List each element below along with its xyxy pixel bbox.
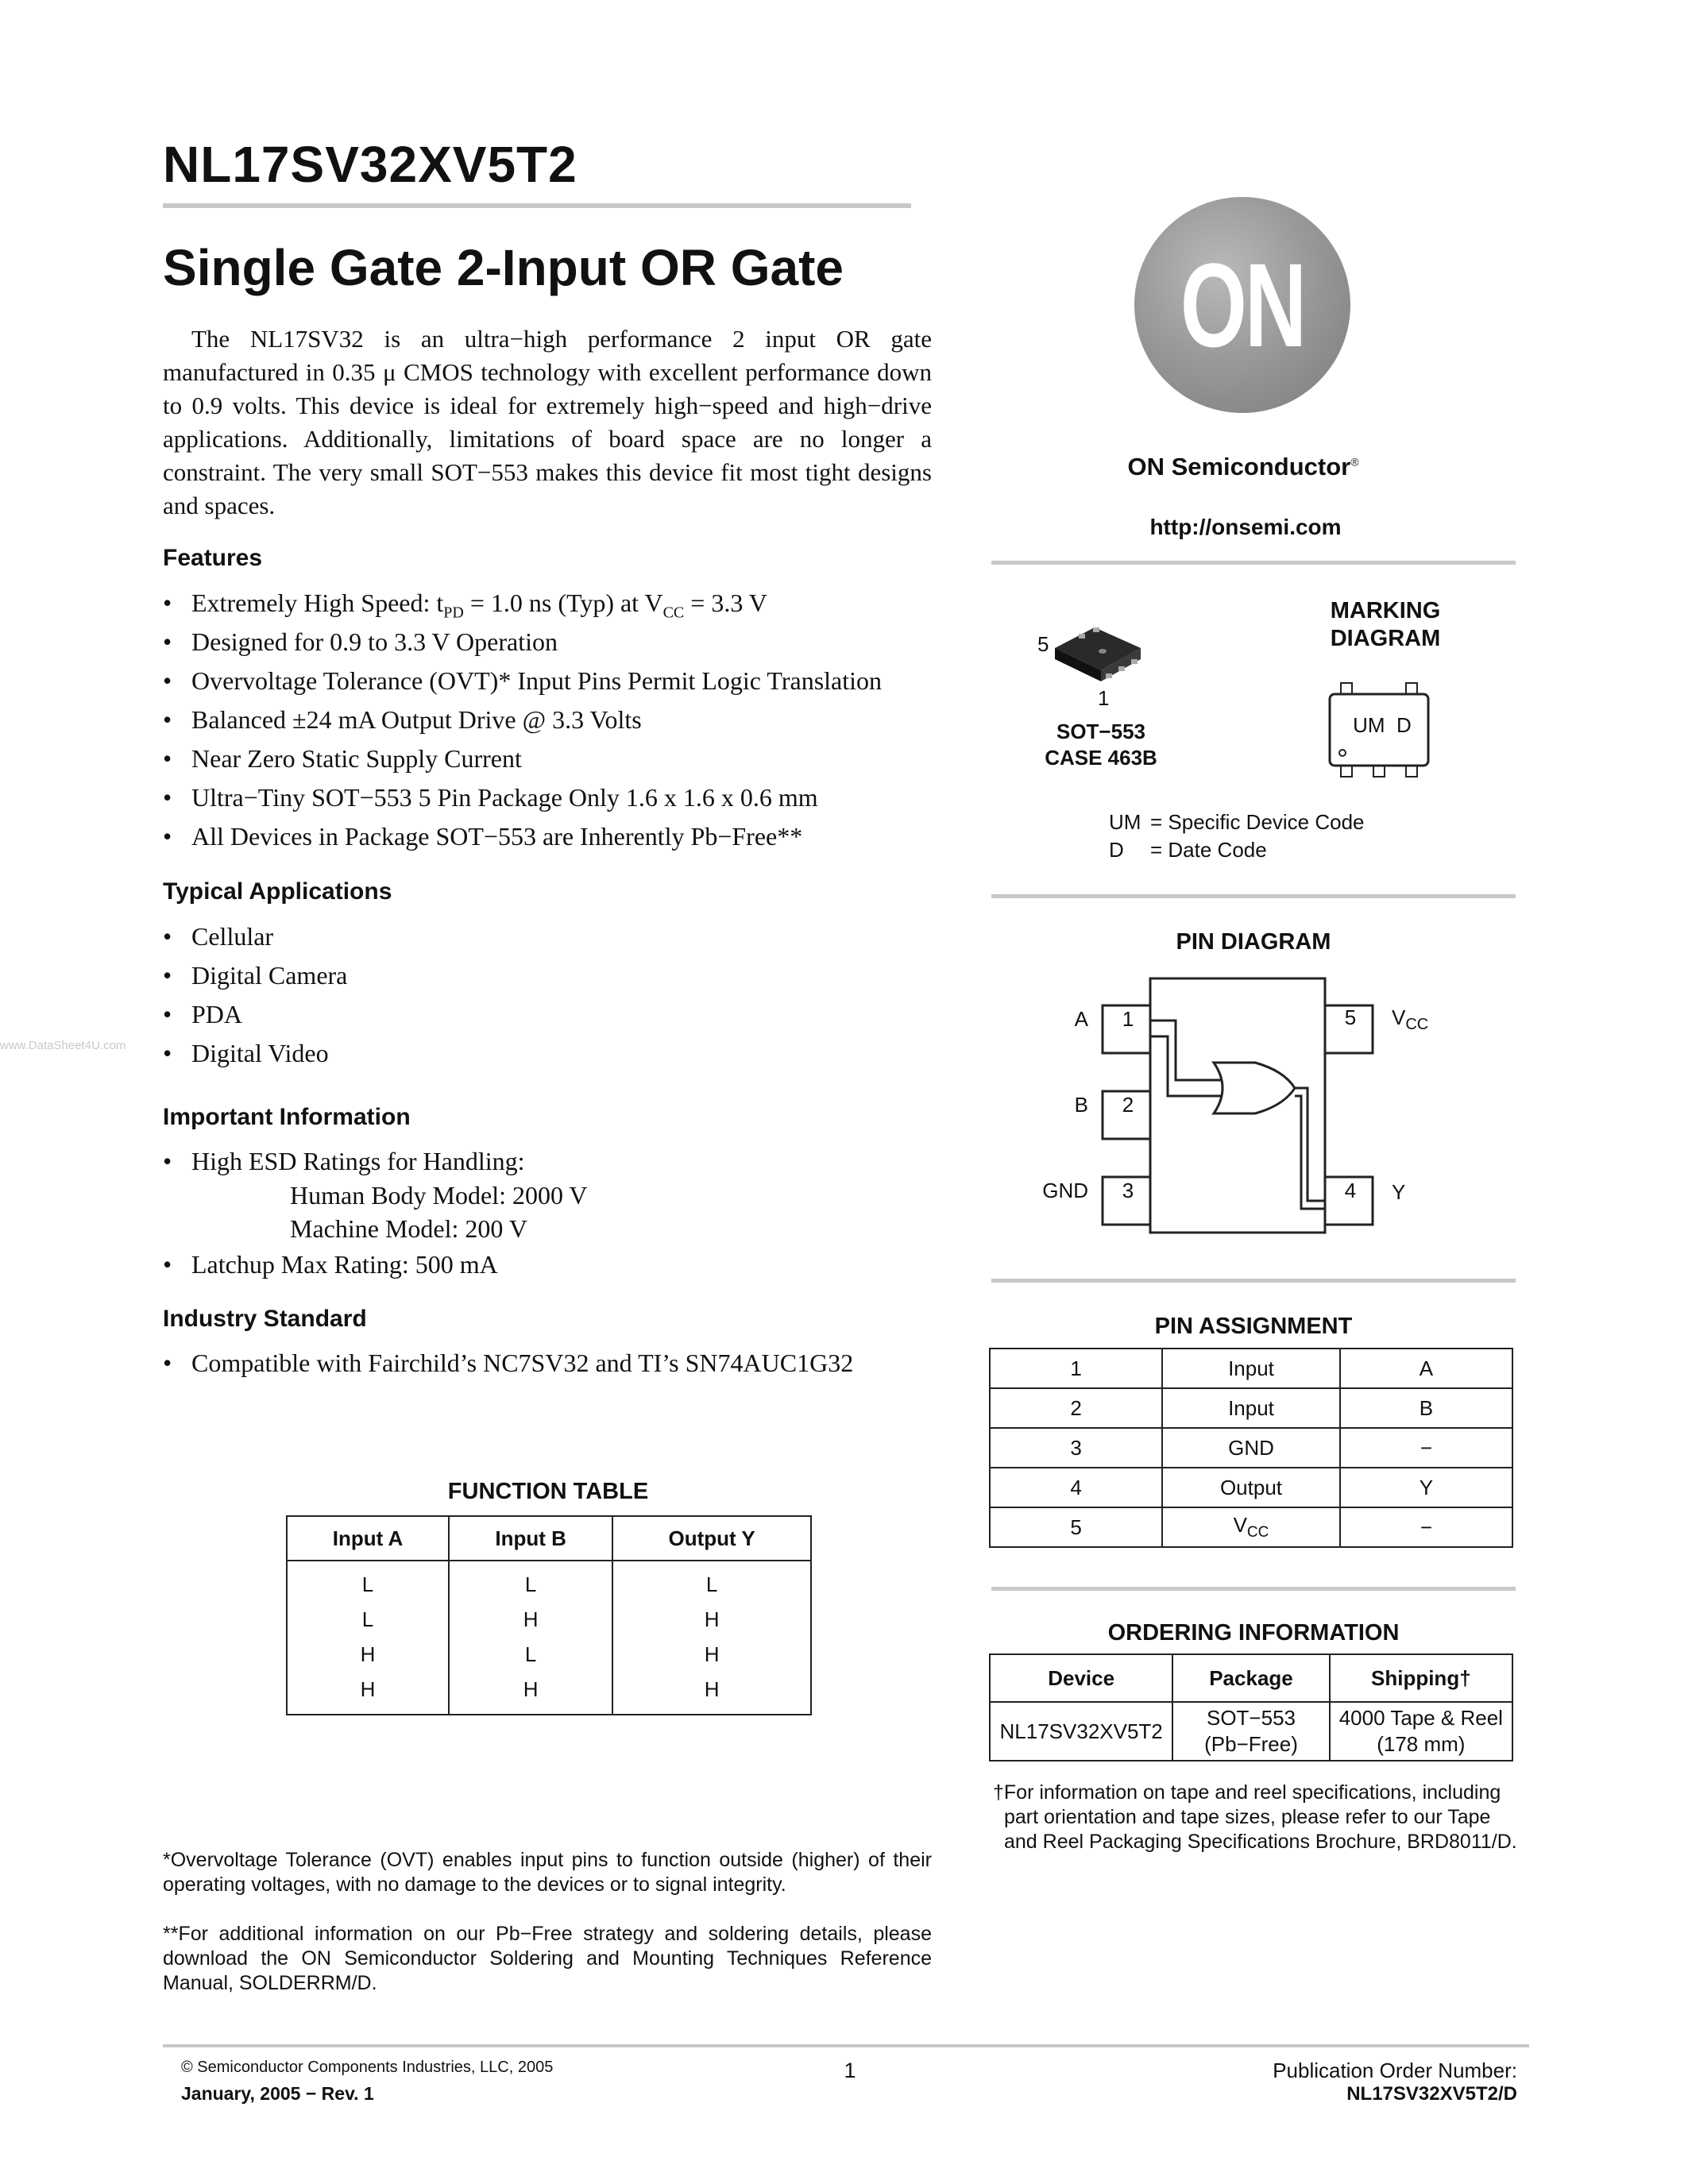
table-header-row xyxy=(990,1654,1512,1702)
pbfree-footnote: **For additional information on our Pb−Free strategy and soldering details, please download the ON Semiconductor Soldering and Mounting Techniques Reference Manual, SOLDERRM/D. xyxy=(163,1923,932,1994)
features-list xyxy=(163,584,882,856)
pin-label-a: A xyxy=(1074,1007,1088,1031)
table-cell: 5 xyxy=(990,1507,1162,1547)
table-row xyxy=(990,1702,1512,1761)
pin-diagram-heading: PIN DIAGRAM xyxy=(1176,929,1331,955)
table-cell: SOT−553 (Pb−Free) xyxy=(1172,1702,1329,1761)
table-cell: Input xyxy=(1162,1349,1340,1388)
pin-4-number: 4 xyxy=(1344,1179,1357,1202)
pin-2-number: 2 xyxy=(1122,1093,1134,1117)
table-row xyxy=(990,1349,1512,1388)
pin-assignment-heading: PIN ASSIGNMENT xyxy=(1154,1314,1353,1339)
table-cell: 1 xyxy=(990,1349,1162,1388)
logo-lettering: ON xyxy=(1180,238,1305,372)
document-title: Single Gate 2-Input OR Gate xyxy=(163,239,844,296)
package-pin1-label: 1 xyxy=(1098,686,1110,710)
table-cell: H xyxy=(612,1637,811,1672)
table-cell: − xyxy=(1340,1428,1512,1468)
list-item-sub: Human Body Model: 2000 V xyxy=(290,1181,588,1210)
footer-rule xyxy=(163,2044,1529,2047)
list-item: • Digital Camera xyxy=(163,961,348,990)
company-name: ON Semiconductor® xyxy=(1127,453,1359,480)
features-heading: Features xyxy=(163,545,263,571)
pin-label-vcc: $V_{CC}$ xyxy=(1392,1005,1429,1034)
website-link[interactable]: http://onsemi.com xyxy=(1149,515,1342,539)
table-cell: − xyxy=(1340,1507,1512,1547)
publication-number: NL17SV32XV5T2/D xyxy=(1346,2083,1517,2105)
table-header: Package xyxy=(1172,1654,1329,1702)
divider xyxy=(991,561,1516,565)
table-cell: 2 xyxy=(990,1388,1162,1428)
list-item: • Compatible with Fairchild’s NC7SV32 and TI’s SN74AUC1G32 xyxy=(163,1349,854,1377)
marking-legend: UM = Specific Device Code D = Date Code xyxy=(1109,810,1365,862)
pin-label-b: B xyxy=(1074,1093,1088,1117)
table-row xyxy=(990,1428,1512,1468)
marking-heading: MARKING DIAGRAM xyxy=(1330,598,1441,651)
applications-heading: Typical Applications xyxy=(163,878,392,905)
marking-code: UM D xyxy=(1353,713,1412,737)
table-cell: H xyxy=(612,1672,811,1715)
ordering-table xyxy=(989,1653,1513,1761)
table-header-row xyxy=(287,1516,811,1561)
package-case-label: SOT−553 CASE 463B xyxy=(1045,720,1157,770)
table-cell: 4 xyxy=(990,1468,1162,1507)
table-header: Device xyxy=(990,1654,1172,1702)
title-rule xyxy=(163,203,911,208)
table-cell: GND xyxy=(1162,1428,1340,1468)
list-item: • Overvoltage Tolerance (OVT)* Input Pins Permit Logic Translation xyxy=(163,666,883,695)
table-cell: L xyxy=(287,1561,449,1602)
copyright: © Semiconductor Components Industries, LLC, 2005 xyxy=(181,2059,554,2076)
table-cell: Input xyxy=(1162,1388,1340,1428)
on-logo xyxy=(1134,197,1350,413)
package-pin5-label: 5 xyxy=(1037,632,1049,656)
table-row xyxy=(990,1388,1512,1428)
watermark: www.DataSheet4U.com xyxy=(0,1039,126,1052)
table-row xyxy=(287,1637,811,1672)
table-cell: H xyxy=(287,1637,449,1672)
table-cell: 3 xyxy=(990,1428,1162,1468)
intro-paragraph: The NL17SV32 is an ultra−high performance 2 input OR gate manufactured in 0.35 μ CMOS technology with excellent performance down to 0.9 volts. This device is ideal for extremely high−speed and high−drive applications. Additionally, limitations of board space are no longer a constraint. The very small SOT−553 makes this device fit most tight designs and spaces. xyxy=(163,325,932,519)
list-item-sub: Machine Model: 200 V xyxy=(290,1214,527,1243)
list-item: • Near Zero Static Supply Current xyxy=(163,744,522,773)
table-cell: NL17SV32XV5T2 xyxy=(990,1702,1172,1761)
ordering-heading: ORDERING INFORMATION xyxy=(1107,1620,1400,1646)
pin-1-number: 1 xyxy=(1122,1007,1134,1031)
important-list xyxy=(163,1144,588,1284)
table-row xyxy=(287,1561,811,1602)
list-item: • High ESD Ratings for Handling: xyxy=(163,1147,525,1175)
table-cell: L xyxy=(449,1637,612,1672)
list-item: • Extremely High Speed: $t_{PD} = 1.0$ ns (Typ) at $V_{CC} = 3.3$ V xyxy=(163,588,767,622)
divider xyxy=(991,1587,1516,1591)
pin-3-number: 3 xyxy=(1122,1179,1134,1202)
pin-assignment-table xyxy=(989,1348,1513,1548)
list-item: • Designed for 0.9 to 3.3 V Operation xyxy=(163,627,558,656)
table-header: Input A xyxy=(287,1516,449,1561)
table-header: Shipping† xyxy=(1330,1654,1512,1702)
table-cell: H xyxy=(287,1672,449,1715)
divider xyxy=(991,894,1516,898)
table-cell: H xyxy=(612,1602,811,1637)
table-cell: L xyxy=(449,1561,612,1602)
table-cell: 4000 Tape & Reel (178 mm) xyxy=(1330,1702,1512,1761)
table-cell: H xyxy=(449,1672,612,1715)
table-cell: Output xyxy=(1162,1468,1340,1507)
table-header: Output Y xyxy=(612,1516,811,1561)
table-row xyxy=(990,1507,1512,1547)
divider xyxy=(991,1279,1516,1283)
table-row xyxy=(990,1468,1512,1507)
ordering-note: †For information on tape and reel specifications, including part orientation and tape sizes, please refer to our Tape and Reel Packaging Specifications Brochure, BRD8011/D. xyxy=(993,1781,1517,1853)
list-item: • Cellular xyxy=(163,922,274,951)
table-cell: L xyxy=(612,1561,811,1602)
industry-heading: Industry Standard xyxy=(163,1306,367,1332)
revision-date: January, 2005 − Rev. 1 xyxy=(181,2083,374,2104)
publication-label: Publication Order Number: xyxy=(1273,2059,1517,2082)
list-item: • PDA xyxy=(163,1000,243,1028)
list-item: • Digital Video xyxy=(163,1039,329,1067)
list-item: • Balanced ±24 mA Output Drive @ 3.3 Volts xyxy=(163,705,642,734)
table-cell: A xyxy=(1340,1349,1512,1388)
table-header: Input B xyxy=(449,1516,612,1561)
table-cell: B xyxy=(1340,1388,1512,1428)
sot553-package-icon xyxy=(1047,616,1150,696)
table-cell: $V_{CC}$ xyxy=(1162,1507,1340,1547)
pin-label-gnd: GND xyxy=(1042,1179,1088,1202)
table-cell: Y xyxy=(1340,1468,1512,1507)
pin-5-number: 5 xyxy=(1344,1005,1357,1029)
table-row xyxy=(287,1672,811,1715)
function-table xyxy=(286,1515,812,1715)
industry-list xyxy=(163,1344,853,1383)
ovt-footnote: *Overvoltage Tolerance (OVT) enables input pins to function outside (higher) of their operating voltages, with no damage to the devices or to signal integrity. xyxy=(163,1849,932,1896)
pin-label-y: Y xyxy=(1392,1180,1406,1204)
table-row xyxy=(287,1602,811,1637)
important-heading: Important Information xyxy=(163,1104,411,1130)
part-number-title: NL17SV32XV5T2 xyxy=(163,136,577,193)
list-item: • Ultra−Tiny SOT−553 5 Pin Package Only 1.6 x 1.6 x 0.6 mm xyxy=(163,783,818,812)
applications-list xyxy=(163,917,347,1073)
table-cell: L xyxy=(287,1602,449,1637)
table-cell: H xyxy=(449,1602,612,1637)
list-item: • Latchup Max Rating: 500 mA xyxy=(163,1250,498,1279)
list-item: • All Devices in Package SOT−553 are Inherently Pb−Free** xyxy=(163,822,803,851)
function-table-title: FUNCTION TABLE xyxy=(447,1479,649,1504)
page-number: 1 xyxy=(844,2059,856,2082)
